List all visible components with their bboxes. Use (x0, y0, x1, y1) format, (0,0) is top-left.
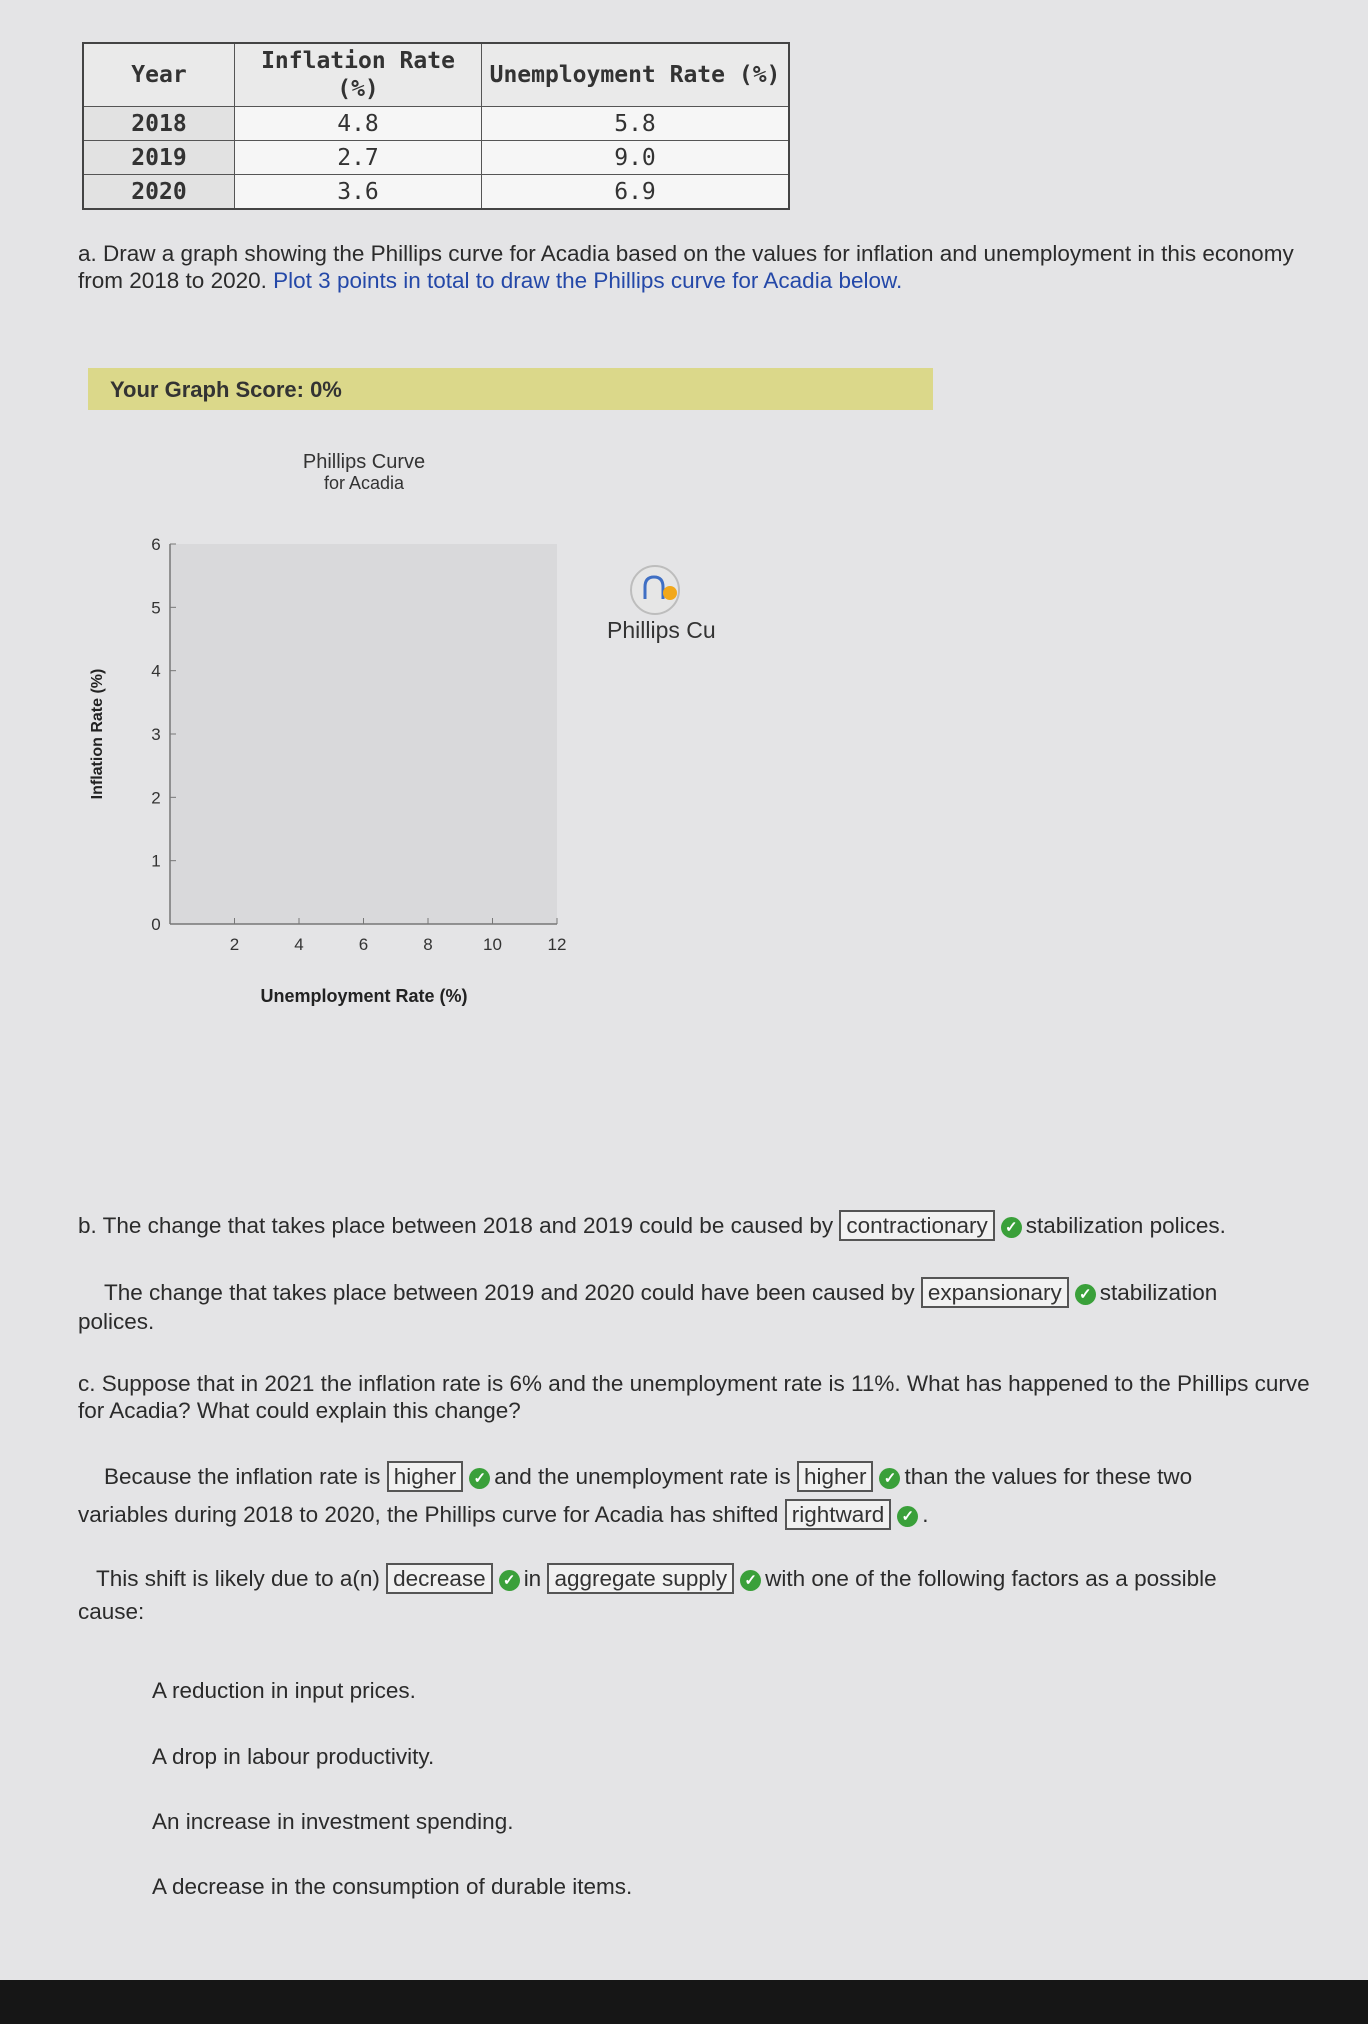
answer-box-2019-2020[interactable]: expansionary (921, 1277, 1069, 1308)
chart-title: Phillips Curve (302, 451, 426, 473)
table-cell: 3.6 (235, 175, 482, 210)
checkmark-icon: ✓ (469, 1468, 490, 1489)
y-tick-label: 4 (151, 661, 161, 681)
table-row (83, 141, 789, 175)
part-b-text: polices. (78, 1309, 155, 1334)
y-tick-label: 2 (151, 788, 161, 808)
part-c-text: with one of the following factors as a possible (765, 1566, 1217, 1591)
table-cell: 9.0 (482, 141, 790, 175)
checkmark-icon: ✓ (740, 1570, 761, 1591)
y-tick-label: 1 (151, 851, 161, 871)
table-cell: 2.7 (235, 141, 482, 175)
screen-bottom-bezel (0, 1980, 1368, 2024)
table-cell: 5.8 (482, 107, 790, 141)
table-row (83, 107, 789, 141)
factor-option[interactable]: A reduction in input prices. (152, 1678, 416, 1703)
x-tick-label: 12 (547, 935, 567, 954)
graph-score: Your Graph Score: 0% (110, 377, 342, 402)
part-b-text: stabilization polices. (1025, 1213, 1226, 1238)
x-tick-label: 2 (229, 935, 240, 954)
part-c-answer-2 (78, 1562, 1323, 1628)
answer-box-curve[interactable]: aggregate supply (547, 1563, 734, 1594)
part-a-prompt (78, 240, 1323, 294)
answer-box-inflation[interactable]: higher (387, 1461, 464, 1492)
x-tick-label: 6 (358, 935, 369, 954)
x-tick-label: 8 (423, 935, 433, 954)
phillips-curve-chart[interactable] (80, 440, 600, 1020)
table-header: Year (83, 43, 235, 107)
part-b-text: b. The change that takes place between 2018 and 2019 could be caused by (78, 1213, 834, 1238)
table-header-row (83, 43, 789, 107)
factor-option[interactable]: A drop in labour productivity. (152, 1744, 435, 1769)
y-tick-label: 6 (151, 535, 161, 554)
plot-area[interactable] (170, 544, 557, 924)
x-tick-label: 4 (294, 935, 304, 954)
checkmark-icon: ✓ (1075, 1284, 1096, 1305)
table-cell: 2019 (83, 141, 235, 175)
part-b-line-1 (78, 1210, 1323, 1241)
table-row (83, 175, 789, 210)
data-table (82, 42, 790, 210)
part-c-text: and the unemployment rate is (494, 1464, 791, 1489)
graph-score-bar (88, 368, 933, 410)
phillips-curve-tool-label: Phillips Cu (607, 617, 716, 643)
part-c-text: in (523, 1566, 542, 1591)
checkmark-icon: ✓ (1001, 1217, 1022, 1238)
answer-box-change[interactable]: decrease (386, 1563, 493, 1594)
part-c-text: cause: (78, 1599, 145, 1624)
answer-box-2018-2019[interactable]: contractionary (839, 1210, 994, 1241)
factor-option[interactable]: An increase in investment spending. (152, 1809, 514, 1834)
part-b-text: The change that takes place between 2019 and 2020 could have been caused by (104, 1280, 915, 1305)
y-tick-label: 0 (151, 915, 161, 934)
checkmark-icon: ✓ (499, 1570, 520, 1591)
part-c-text: variables during 2018 to 2020, the Phillips curve for Acadia has shifted (78, 1502, 779, 1527)
x-axis-label: Unemployment Rate (%) (260, 986, 468, 1006)
part-c-text: This shift is likely due to a(n) (96, 1566, 380, 1591)
y-tick-label: 3 (151, 725, 161, 744)
y-axis-label: Inflation Rate (%) (89, 668, 106, 800)
table-cell: 2020 (83, 175, 235, 210)
checkmark-icon: ✓ (897, 1506, 918, 1527)
table-header: Inflation Rate (%) (235, 43, 482, 107)
table-cell: 6.9 (482, 175, 790, 210)
part-c-answer-1 (78, 1458, 1323, 1534)
part-a-instruction: Plot 3 points in total to draw the Phillips curve for Acadia below. (273, 268, 903, 293)
checkmark-icon: ✓ (879, 1468, 900, 1489)
part-c-text: than the values for these two (904, 1464, 1193, 1489)
x-tick-label: 10 (483, 935, 502, 954)
y-tick-label: 5 (151, 598, 161, 618)
answer-box-unemployment[interactable]: higher (797, 1461, 874, 1492)
table-cell: 2018 (83, 107, 235, 141)
table-header: Unemployment Rate (%) (482, 43, 790, 107)
part-b-text: stabilization (1099, 1280, 1218, 1305)
factor-option[interactable]: A decrease in the consumption of durable items. (152, 1874, 633, 1899)
part-c-text: Because the inflation rate is (104, 1464, 381, 1489)
part-b-line-2 (78, 1277, 1323, 1335)
table-cell: 4.8 (235, 107, 482, 141)
part-a-text: a. Draw a graph showing the Phillips curve for Acadia based on the values for inflation and unemployment in this economy from 2018 to 2020. (78, 241, 1294, 293)
part-c-question: c. Suppose that in 2021 the inflation rate is 6% and the unemployment rate is 11%. What has happened to the Phillips curve for Acadia? What could explain this change? (78, 1371, 1310, 1423)
part-c-text: . (922, 1502, 929, 1527)
phillips-curve-tool-icon[interactable] (630, 565, 680, 615)
answer-box-shift[interactable]: rightward (785, 1499, 892, 1530)
chart-subtitle: for Acadia (323, 473, 405, 493)
